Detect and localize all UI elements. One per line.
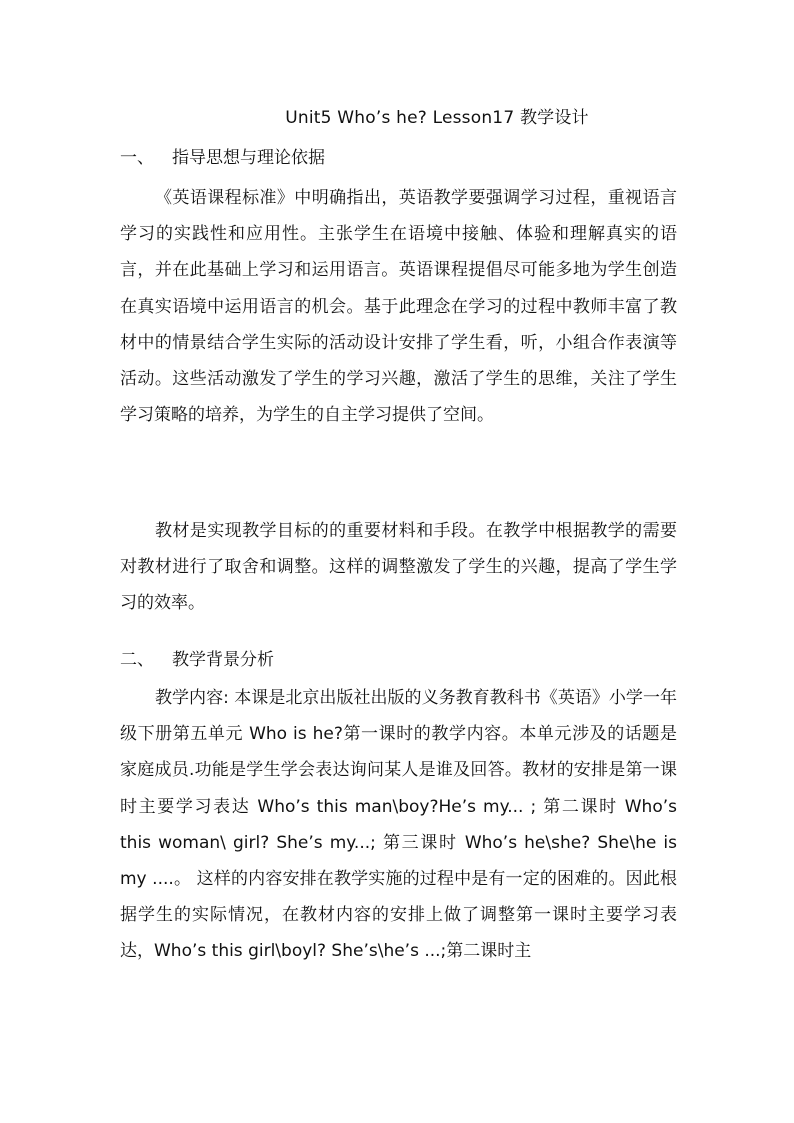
section-heading-2 [120, 648, 274, 672]
section-title: 教学背景分析 [172, 650, 274, 670]
section-number: 二、 [120, 650, 154, 670]
section-heading-1 [120, 146, 325, 170]
paragraph: 教学内容: 本课是北京出版社出版的义务教育教科书《英语》小学一年级下册第五单元 Who is he?第一课时的教学内容。本单元涉及的话题是家庭成员.功能是学生学会表达询问某人是谁及回答。教材的安排是第一课时主要学习表达 Who’s this man\boy?He’s my... ; 第二课时 Who’s this woman\ girl? She’s my...; 第三课时 Who’s he\she? She\he is my ....。 这样的内容安排在教学实施的过程中是有一定的困难的。因此根据学生的实际情况，在教材内容的安排上做了调整第一课时主要学习表达，Who’s this girl\boyl? She’s\he’s ...;第二课时主 [120, 688, 677, 962]
section-title: 指导思想与理论依据 [172, 148, 325, 168]
paragraph: 教材是实现教学目标的的重要材料和手段。在教学中根据教学的需要对教材进行了取舍和调整。这样的调整激发了学生的兴趣，提高了学生学习的效率。 [120, 521, 677, 614]
page-title: Unit5 Who’s he? Lesson17 教学设计 [285, 108, 589, 128]
section-number: 一、 [120, 148, 154, 168]
paragraph: 《英语课程标准》中明确指出，英语教学要强调学习过程，重视语言学习的实践性和应用性。主张学生在语境中接触、体验和理解真实的语言，并在此基础上学习和运用语言。英语课程提倡尽可能多地为学生创造在真实语境中运用语言的机会。基于此理念在学习的过程中教师丰富了教材中的情景结合学生实际的活动设计安排了学生看，听，小组合作表演等活动。这些活动激发了学生的学习兴趣，激活了学生的思维，关注了学生学习策略的培养，为学生的自主学习提供了空间。 [120, 188, 677, 426]
